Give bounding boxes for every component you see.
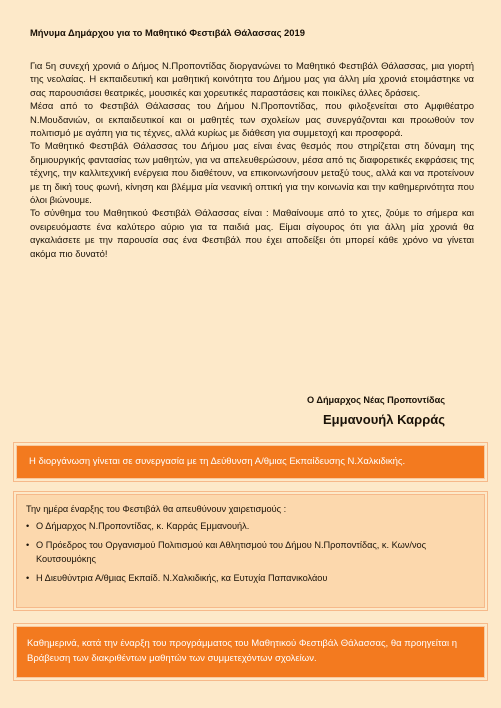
list-item	[26, 519, 478, 534]
bullet-icon: •	[26, 521, 30, 531]
message-body	[30, 60, 474, 261]
list-item-text: Η Διευθύντρια Α/θμιας Εκπαίδ. Ν.Χαλκιδικής, κα Ευτυχία Παπανικολάου	[36, 572, 328, 583]
greetings-box	[16, 494, 485, 608]
awards-text: Καθημερινά, κατά την έναρξη του προγράμματος του Μαθητικού Φεστιβάλ Θάλασσας, θα προηγείται η Βράβευση των διακριθέντων μαθητών των συμμετεχόντων σχολείων.	[27, 638, 458, 664]
paragraph: Το σύνθημα του Μαθητικού Φεστιβάλ Θάλασσας είναι : Μαθαίνουμε από το χτες, ζούμε το σήμερα και ονειρευόμαστε ένα καλύτερο αύριο για τα παιδιά μας. Είμαι σίγουρος ότι για άλλη μία χρονιά θα αγκαλιάσετε με την παρουσία σας ένα Φεστιβάλ που έχει αποδείξει ότι μπορεί κάθε χρόνο να γίνεται ακόμα πιο δυνατό!	[30, 208, 474, 260]
list-item	[26, 571, 478, 586]
list-item-text: Ο Πρόεδρος του Οργανισμού Πολιτισμού και Αθλητισμού του Δήμου Ν.Προποντίδας, κ. Κων/νος Κουτσουμόκης	[36, 539, 427, 564]
bullet-icon: •	[26, 572, 30, 583]
cooperation-box	[16, 445, 485, 479]
paragraph: Το Μαθητικό Φεστιβάλ Θάλασσας του Δήμου μας είναι ένας θεσμός που στηρίζεται στη δύναμη της δημιουργικής φαντασίας των μαθητών, για να απελευθερώσουν, μέσα από τις διαφορετικές εκφράσεις της τέχνης, την καλλιτεχνική ενέργεια που διαθέτουν, να επικοινωνήσουν μεταξύ τους, αλλά και να προτείνουν με τη δική τους φωνή, κίνηση και βλέμμα μία νεανική οπτική για την κοινωνία και την καθημερινότητα που όλοι βιώνουμε.	[30, 141, 474, 207]
signature-role: Ο Δήμαρχος Νέας Προποντίδας	[306, 395, 445, 405]
greetings-intro: Την ημέρα έναρξης του Φεστιβάλ θα απευθύνουν χαιρετισμούς :	[26, 504, 287, 514]
greetings-list	[26, 519, 478, 589]
awards-box	[16, 626, 485, 678]
list-item-text: Ο Δήμαρχος Ν.Προποντίδας, κ. Καρράς Εμμανουήλ.	[36, 521, 250, 531]
bullet-icon: •	[26, 539, 30, 550]
cooperation-text: Η διοργάνωση γίνεται σε συνεργασία με τη Δεύθυνση Α/θμιας Εκπαίδευσης Ν.Χαλκιδικής.	[29, 456, 406, 467]
paragraph: Για 5η συνεχή χρονιά ο Δήμος Ν.Προποντίδας διοργανώνει το Μαθητικό Φεστιβάλ Θάλασσας, μια γιορτή της νεολαίας. Η εκπαιδευτική και μαθητική κοινότητα του Δήμου μας για άλλη μία χρονιά ετοιμάστηκε να σας παρουσιάσει θεατρικές, μουσικές και χορευτικές παραστάσεις και ποικίλες άλλες δράσεις.	[30, 61, 474, 99]
paragraph: Μέσα από το Φεστιβάλ Θάλασσας του Δήμου Ν.Προποντίδας, που φιλοξενείται στο Αμφιθέατρο Ν.Μουδανιών, οι εκπαιδευτικοί και οι μαθητές των σχολείων μας συνεργάζονται και προωθούν τον πολιτισμό με αγάπη για τις τέχνες, αλλά κυρίως με διάθεση για συμμετοχή και προσφορά.	[30, 101, 474, 140]
list-item	[26, 538, 478, 567]
signature-name: Εμμανουήλ Καρράς	[322, 412, 445, 427]
page-title: Μήνυμα Δημάρχου για το Μαθητικό Φεστιβάλ Θάλασσας 2019	[30, 27, 305, 38]
